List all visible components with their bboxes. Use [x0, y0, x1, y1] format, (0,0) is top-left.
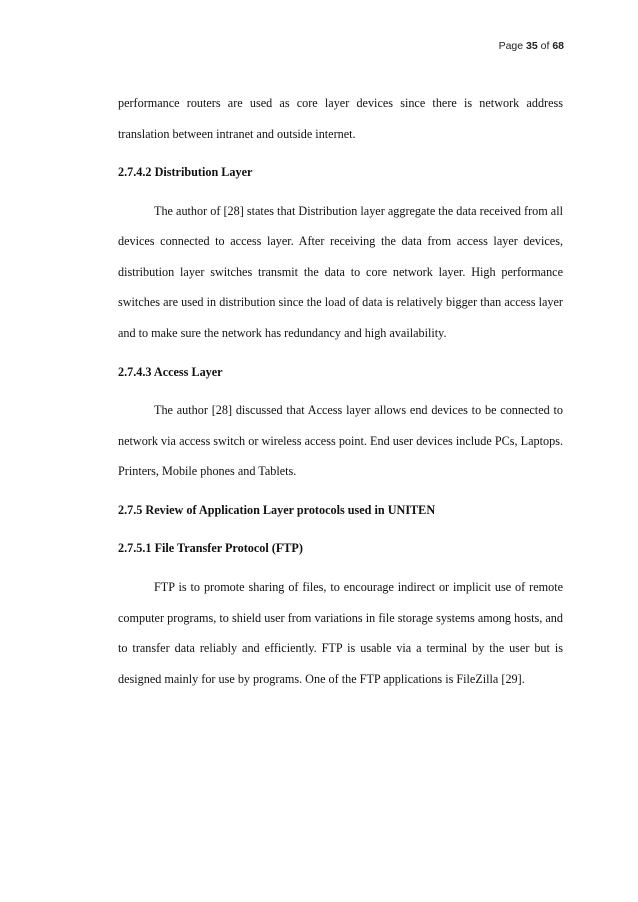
intro-paragraph: performance routers are used as core layer devices since there is network address translation between intranet and outside internet.	[118, 96, 563, 141]
page-number-header	[499, 40, 564, 52]
access-layer-paragraph: The author [28] discussed that Access layer allows end devices to be connected to network via access switch or wireless access point. End user devices include PCs, Laptops. Printers, Mobile phones and Tablets.	[118, 403, 563, 479]
document-body	[118, 88, 563, 694]
current-page-number: 35	[526, 40, 538, 52]
total-pages-number: 68	[552, 40, 564, 52]
page-label: Page	[498, 40, 524, 52]
page-of-label: of	[540, 40, 550, 52]
ftp-heading: 2.7.5.1 File Transfer Protocol (FTP)	[118, 541, 303, 556]
distribution-layer-heading: 2.7.4.2 Distribution Layer	[118, 165, 253, 180]
ftp-paragraph: FTP is to promote sharing of files, to encourage indirect or implicit use of remote computer programs, to shield user from variations in file storage systems among hosts, and to transfer data reliably and efficiently. FTP is usable via a terminal by the user but is designed mainly for use by programs. One of the FTP applications is FileZilla [29].	[118, 579, 563, 686]
application-protocols-heading: 2.7.5 Review of Application Layer protocols used in UNITEN	[118, 502, 436, 517]
distribution-layer-paragraph: The author of [28] states that Distribution layer aggregate the data received from all devices connected to access layer. After receiving the data from access layer devices, distribution layer switches transmit the data to core network layer. High performance switches are used in distribution since the load of data is relatively bigger than access layer and to make sure the network has redundancy and high availability.	[118, 203, 563, 341]
access-layer-heading: 2.7.4.3 Access Layer	[118, 364, 223, 379]
